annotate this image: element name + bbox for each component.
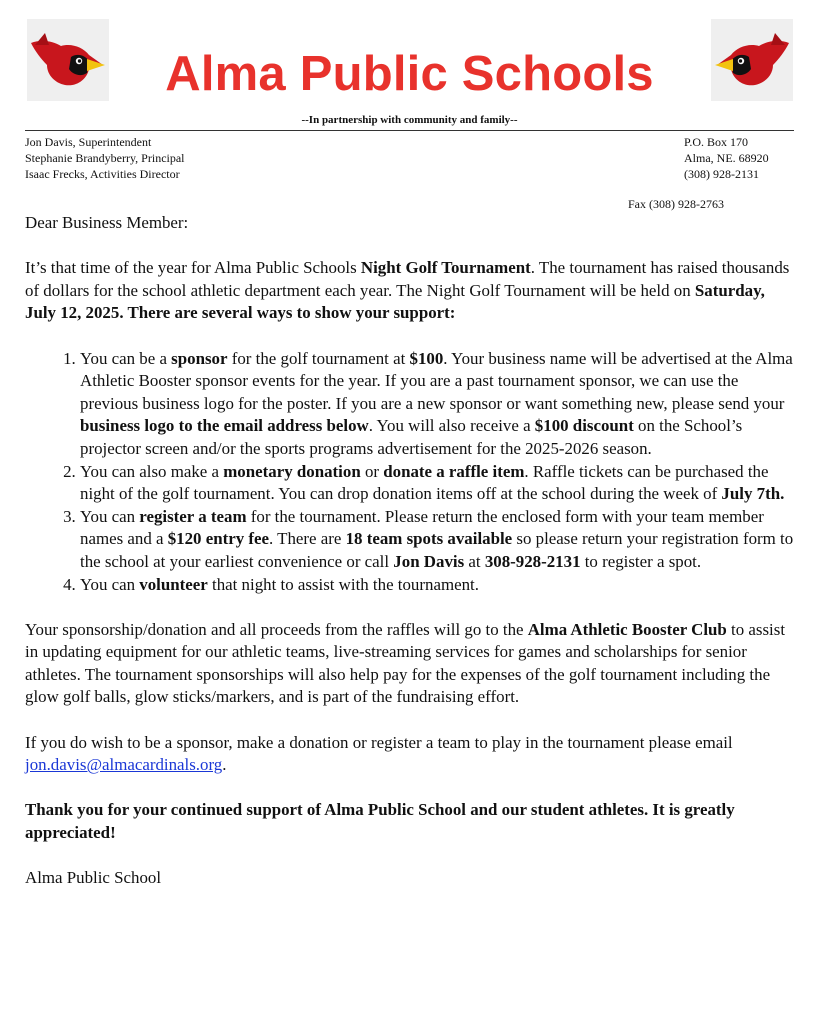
contact-paragraph: If you do wish to be a sponsor, make a donation or register a team to play in the tournament please email jon.davis@almacardinals.org. bbox=[25, 732, 733, 775]
staff-block bbox=[25, 134, 185, 182]
thanks-paragraph: Thank you for your continued support of Alma Public School and our student athletes. It is greatly appreciated! bbox=[25, 800, 735, 843]
list-item: 4. You can volunteer that night to assist with the tournament. bbox=[80, 574, 795, 597]
header-divider bbox=[25, 130, 794, 131]
address-city: Alma, NE. 68920 bbox=[684, 151, 769, 165]
address-po-box: P.O. Box 170 bbox=[684, 135, 749, 149]
letter-body bbox=[25, 212, 795, 912]
fax-number: Fax (308) 928-2763 bbox=[628, 197, 724, 211]
staff-activities-director: Isaac Frecks, Activities Director bbox=[25, 167, 180, 181]
staff-superintendent: Jon Davis, Superintendent bbox=[25, 135, 152, 149]
proceeds-paragraph: Your sponsorship/donation and all proceeds from the raffles will go to the Alma Athletic Booster Club to assist in updating equipment for our athletic teams, live-streaming services for games and scholarships for senior athletes. The tournament sponsorships will also help pay for the expenses of the golf tournament including the glow golf balls, glow sticks/markers, and is part of the fundraising effort. bbox=[25, 619, 786, 707]
intro-paragraph: It’s that time of the year for Alma Public Schools Night Golf Tournament. The tournament has raised thousands of dollars for the school athletic department each year. The Night Golf Tournament will be held on Saturday, July 12, 2025. There are several ways to show your support: bbox=[25, 258, 790, 323]
list-item: 2. You can also make a monetary donation or donate a raffle item. Raffle tickets can be purchased the night of the golf tournament. You can drop donation items off at the school during the week of July 7th. bbox=[80, 461, 795, 506]
signature: Alma Public School bbox=[25, 868, 162, 888]
address-phone: (308) 928-2131 bbox=[684, 167, 759, 181]
staff-principal: Stephanie Brandyberry, Principal bbox=[25, 151, 185, 165]
address-block bbox=[684, 134, 769, 182]
salutation: Dear Business Member: bbox=[25, 213, 189, 232]
letterhead-title: Alma Public Schools bbox=[165, 47, 654, 101]
list-item: 1. You can be a sponsor for the golf tournament at $100. Your business name will be advertised at the Alma Athletic Booster sponsor events for the year. If you are a past tournament sponsor, we can use the previous business logo for the poster. If you are a new sponsor or want something new, please send your business logo to the email address below. You will also receive a $100 discount on the School’s projector screen and/or the sports programs advertisement for the 2025-2026 season. bbox=[80, 348, 795, 461]
letterhead-tagline: --In partnership with community and family-- bbox=[301, 114, 518, 126]
email-link[interactable]: jon.davis@almacardinals.org bbox=[25, 755, 223, 775]
list-item: 3. You can register a team for the tournament. Please return the enclosed form with your team member names and a $120 entry fee. There are 18 team spots available so please return your registration form to the school at your earliest convenience or call Jon Davis at 308-928-2131 to register a spot. bbox=[80, 506, 795, 574]
support-options-list bbox=[25, 348, 795, 597]
